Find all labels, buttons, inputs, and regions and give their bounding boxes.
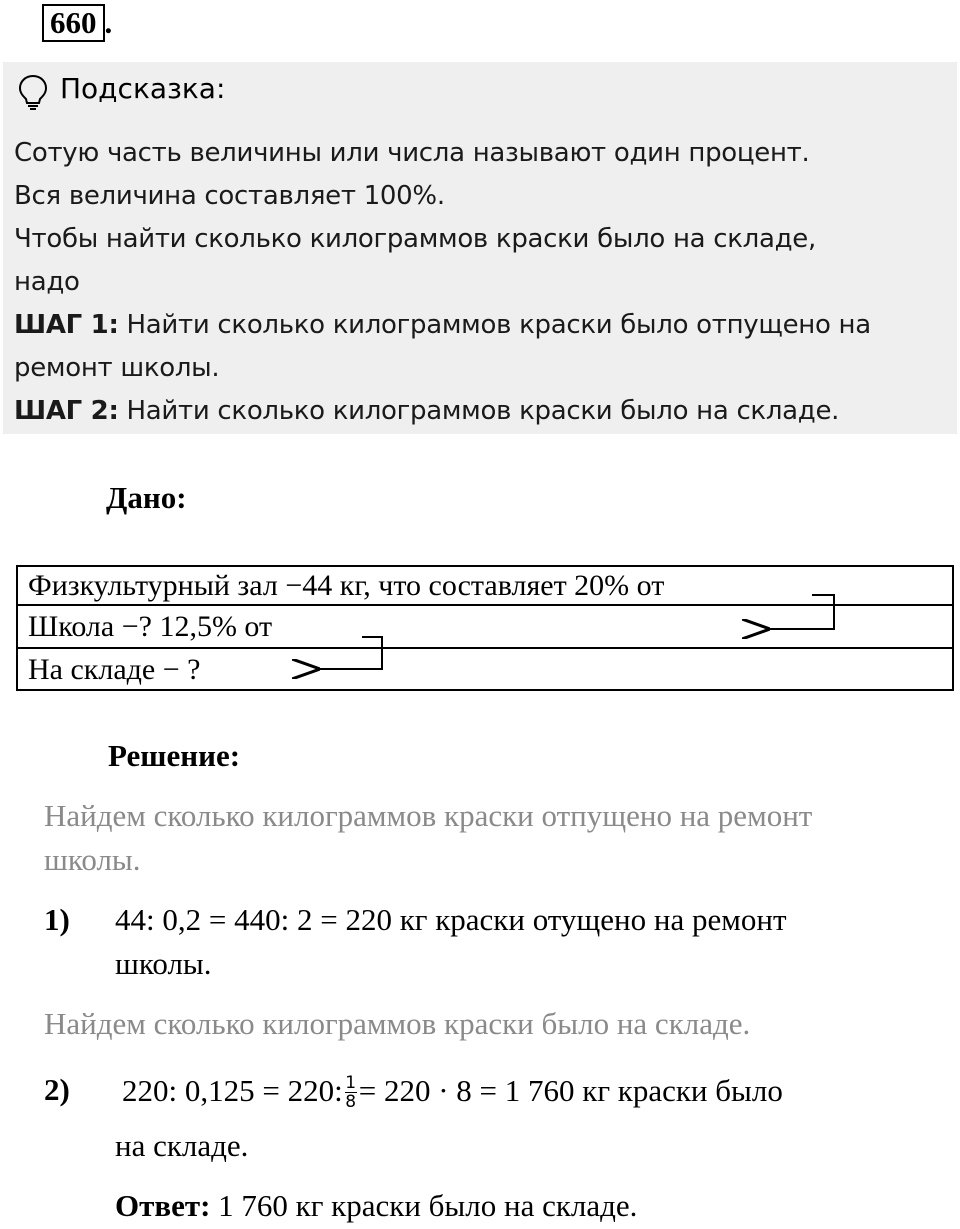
given-row-2-text: Школа −? 12,5% от bbox=[28, 610, 273, 643]
hint-line-2: Вся величина составляет 100%. bbox=[14, 181, 445, 211]
problem-number bbox=[42, 4, 112, 42]
hint-title: Подсказка: bbox=[60, 72, 226, 105]
hint-line-3: Чтобы найти сколько килограммов краски было на складе, bbox=[14, 224, 816, 254]
arrow-gym-to-school bbox=[768, 595, 834, 629]
given-row-1-text: Физкультурный зал −44 кг, что составляет 20% от bbox=[28, 569, 665, 602]
step-1-line-1: 44: 0,2 = 440: 2 = 220 кг краски отущено на ремонт bbox=[115, 902, 787, 937]
step-2-pre: 220: 0,125 = 220: bbox=[122, 1072, 343, 1108]
step-1-line-2: школы. bbox=[115, 946, 212, 981]
arrow-school-to-warehouse bbox=[318, 637, 382, 669]
answer-label: Ответ: bbox=[115, 1188, 211, 1223]
hint-step-2 bbox=[14, 396, 839, 426]
given-arrows bbox=[16, 565, 956, 691]
step-2-number: 2) bbox=[44, 1072, 70, 1107]
given-heading: Дано: bbox=[106, 480, 187, 515]
step-2-fraction bbox=[345, 1074, 357, 1111]
given-table bbox=[16, 565, 956, 691]
hint-step-2-label: ШАГ 2: bbox=[14, 396, 119, 426]
hint-step-2-text: Найти сколько килограммов краски было на складе. bbox=[118, 396, 840, 426]
answer bbox=[115, 1188, 637, 1224]
step-2-line-2: на складе. bbox=[115, 1128, 249, 1163]
solution-heading: Решение: bbox=[108, 738, 241, 773]
problem-number-dot: . bbox=[104, 5, 113, 40]
fraction-denominator: 8 bbox=[345, 1092, 357, 1112]
solution-intro-1a: Найдем сколько килограммов краски отпущено на ремонт bbox=[44, 798, 813, 833]
problem-number-box: 660 bbox=[42, 4, 105, 42]
step-1-number: 1) bbox=[44, 902, 70, 937]
hint-step-1-label: ШАГ 1: bbox=[14, 310, 119, 340]
lightbulb-icon bbox=[17, 74, 49, 110]
hint-line-1: Сотую часть величины или числа называют один процент. bbox=[14, 138, 810, 168]
fraction-numerator: 1 bbox=[345, 1073, 357, 1093]
hint-step-1 bbox=[14, 310, 871, 340]
hint-block bbox=[3, 62, 957, 434]
hint-step-1-text: Найти сколько килограммов краски было отпущено на bbox=[118, 310, 871, 340]
solution-intro-2: Найдем сколько килограммов краски было на складе. bbox=[44, 1006, 751, 1041]
step-2-line-1 bbox=[122, 1072, 783, 1112]
solution-intro-1b: школы. bbox=[44, 842, 141, 877]
answer-text: 1 760 кг краски было на складе. bbox=[210, 1188, 638, 1223]
hint-line-4: надо bbox=[14, 267, 80, 297]
step-2-post: = 220 · 8 = 1 760 кг краски было bbox=[358, 1072, 783, 1108]
given-row-3-text: На складе − ? bbox=[28, 653, 201, 686]
hint-step-1-cont: ремонт школы. bbox=[14, 353, 220, 383]
